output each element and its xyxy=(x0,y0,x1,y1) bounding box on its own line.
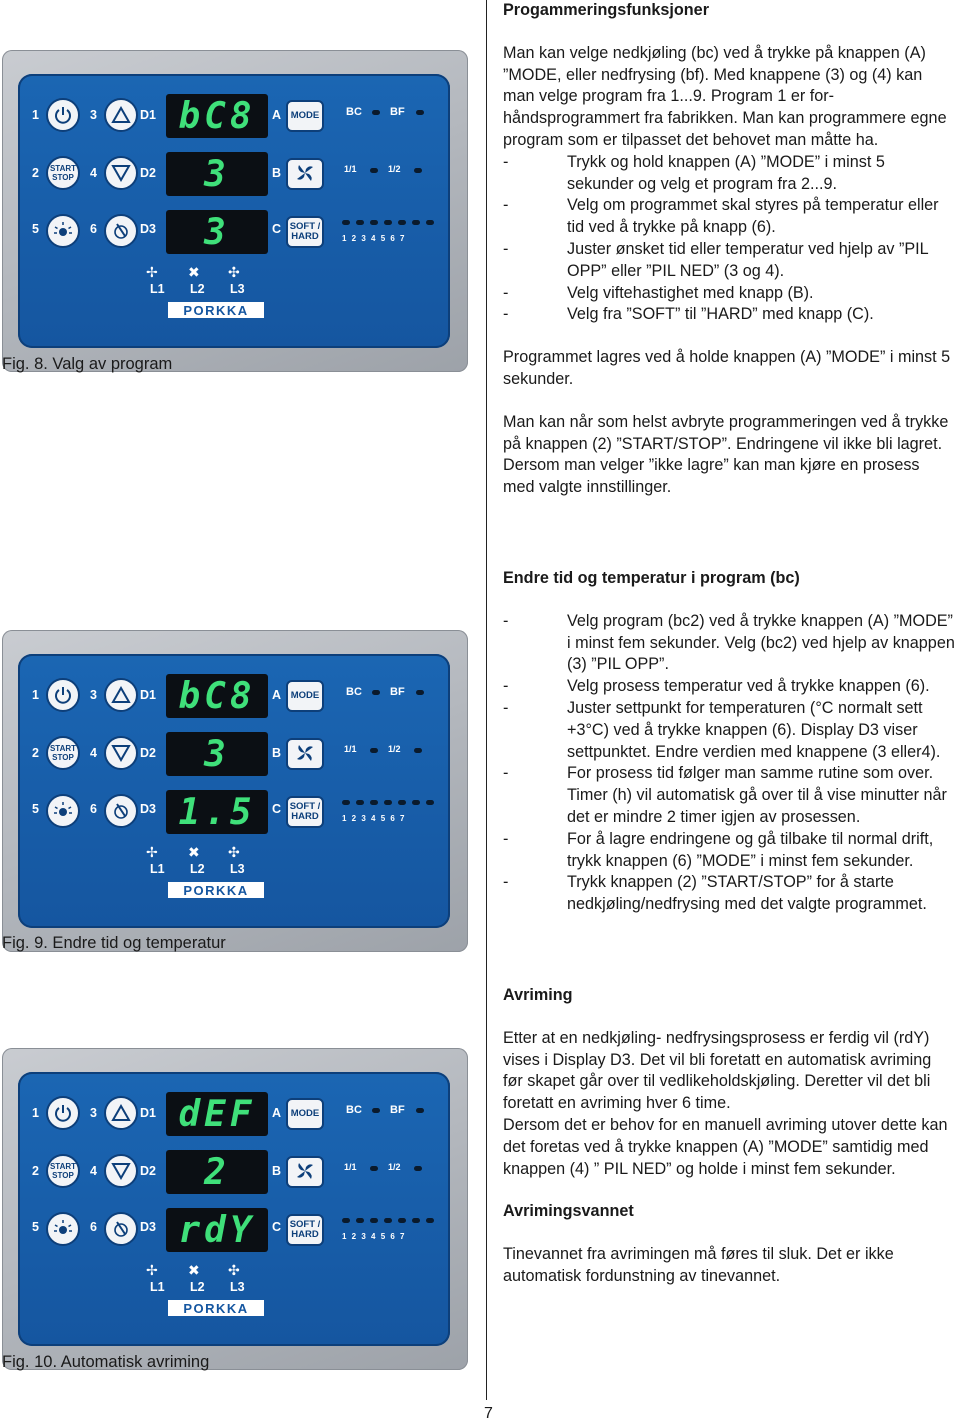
arrow-up-icon xyxy=(111,106,131,124)
fan-icon xyxy=(295,1161,315,1184)
mode-indicators: BC BF xyxy=(336,684,438,708)
control-panel-face: 1 3 2 4 5 6 START STOP D1 D2 D3 bC8 3 3 A B C MODE SOFT / HARD BC BF 1/1 1/2 1 2 3 4 5 6 7 ✢ ✖ ✣ L1 L2 L3 PORKKA xyxy=(18,74,450,348)
fan-status-row xyxy=(146,846,246,862)
soft-hard-button[interactable]: SOFT / HARD xyxy=(286,796,324,828)
arrow-up-icon xyxy=(111,686,131,704)
display-d2: 3 xyxy=(166,152,268,196)
arrow-up-button[interactable] xyxy=(104,98,138,132)
section-programming xyxy=(503,0,955,499)
program-leds xyxy=(336,216,438,228)
light-button[interactable] xyxy=(46,1212,80,1246)
list-item: - Juster ønsket tid eller temperatur ved hjelp av ”PIL OPP” eller ”PIL NED” (3 og 4). xyxy=(503,239,929,280)
light-icon xyxy=(53,801,73,821)
list-item: - Velg prosess temperatur ved å trykke knappen (6). xyxy=(503,677,930,696)
arrow-up-button[interactable] xyxy=(104,1096,138,1130)
light-icon xyxy=(53,1219,73,1239)
display-d2: 2 xyxy=(166,1150,268,1194)
fan-indicators: 1/1 1/2 xyxy=(336,1160,438,1184)
paragraph: Programmet lagres ved å holde knappen (A) ”MODE” i minst 5 sekunder. xyxy=(503,348,951,388)
list-item: - Velg fra ”SOFT” til ”HARD” med knapp (C). xyxy=(503,305,874,324)
control-panel xyxy=(2,50,468,372)
mode-button[interactable]: MODE xyxy=(286,100,324,132)
brand-logo: PORKKA xyxy=(168,882,264,898)
control-panel xyxy=(2,630,468,952)
fan-indicators: 1/1 1/2 xyxy=(336,162,438,186)
program-numbers: 1 2 3 4 5 6 7 xyxy=(342,1232,405,1241)
list-item: - Velg om programmet skal styres på temperatur eller tid ved å trykke på knapp (6). xyxy=(503,196,939,237)
snowflake-icon: ✣ xyxy=(228,1262,240,1278)
control-panel-face: 1 3 2 4 5 6 START STOP D1 D2 D3 dEF 2 rdY A B C MODE SOFT / HARD BC BF 1/1 1/2 1 2 3 4 5 6 7 ✢ ✖ ✣ L1 L2 L3 PORKKA xyxy=(18,1072,450,1346)
display-d1: bC8 xyxy=(166,94,268,138)
display-d3: 1.5 xyxy=(166,790,268,834)
fan-icon: ✖ xyxy=(188,264,200,280)
paragraph: Tinevannet fra avrimingen må føres til sluk. Det er ikke automatisk fordunstning av tinevannet. xyxy=(503,1245,894,1285)
arrow-up-icon xyxy=(111,1104,131,1122)
display-d3: rdY xyxy=(166,1208,268,1252)
program-numbers: 1 2 3 4 5 6 7 xyxy=(342,234,405,243)
start-stop-button[interactable]: START STOP xyxy=(46,156,80,190)
probe-icon xyxy=(111,801,131,821)
section-heading: Progammeringsfunksjoner xyxy=(503,1,709,19)
fan-indicators: 1/1 1/2 xyxy=(336,742,438,766)
display-d1: dEF xyxy=(166,1092,268,1136)
figure-caption-8: Fig. 8. Valg av program xyxy=(2,355,173,373)
power-button[interactable] xyxy=(46,98,80,132)
control-panel-face: 1 3 2 4 5 6 START STOP D1 D2 D3 bC8 3 1.5 A B C MODE SOFT / HARD BC BF 1/1 1/2 1 2 3 4 5 6 7 ✢ ✖ ✣ L1 L2 L3 PORKKA xyxy=(18,654,450,928)
list-item: - Trykk og hold knappen (A) ”MODE” i minst 5 sekunder og velg et program fra 2...9. xyxy=(503,152,885,193)
fan-speed-button[interactable] xyxy=(286,1156,324,1188)
section-heading: Avriming xyxy=(503,986,573,1004)
list-item: - Juster settpunkt for temperaturen (°C normalt sett +3°C) ved å trykke knappen (6). Display D3 viser settpunktet. Endre verdien med knappene (3 eller4). xyxy=(503,698,941,761)
arrow-down-icon xyxy=(111,164,131,182)
probe-button[interactable] xyxy=(104,214,138,248)
mode-indicators: BC BF xyxy=(336,1102,438,1126)
paragraph: Man kan velge nedkjøling (bc) ved å trykke på knappen (A) ”MODE, eller nedfrysing (bf). Med knappene (3) og (4) kan man velge program fra 1...9. Program 1 er for-håndsprogrammert fra fabrikken. Man kan programmere egne program som er tilpasset det behovet man måtte ha. xyxy=(503,43,947,149)
control-panel xyxy=(2,1048,468,1370)
soft-hard-button[interactable]: SOFT / HARD xyxy=(286,1214,324,1246)
column-divider xyxy=(486,0,487,1400)
snowflake-icon: ✣ xyxy=(228,264,240,280)
power-icon xyxy=(54,686,72,704)
mode-button[interactable]: MODE xyxy=(286,680,324,712)
light-icon xyxy=(53,221,73,241)
power-icon xyxy=(54,106,72,124)
snowflake-icon: ✢ xyxy=(146,844,158,860)
brand-logo: PORKKA xyxy=(168,1300,264,1316)
power-button[interactable] xyxy=(46,678,80,712)
probe-button[interactable] xyxy=(104,1212,138,1246)
power-button[interactable] xyxy=(46,1096,80,1130)
brand-logo: PORKKA xyxy=(168,302,264,318)
figure-caption-9: Fig. 9. Endre tid og temperatur xyxy=(2,934,226,952)
display-d2: 3 xyxy=(166,732,268,776)
arrow-down-icon xyxy=(111,1162,131,1180)
mode-button[interactable]: MODE xyxy=(286,1098,324,1130)
light-button[interactable] xyxy=(46,794,80,828)
list-item: - For å lagre endringene og gå tilbake til normal drift, trykk knappen (6) ”MODE” i minst fem sekunder. xyxy=(503,829,934,870)
soft-hard-button[interactable]: SOFT / HARD xyxy=(286,216,324,248)
list-item: - Trykk knappen (2) ”START/STOP” for å starte nedkjøling/nedfrysing med det valgte programmet. xyxy=(503,873,927,914)
program-leds xyxy=(336,1214,438,1226)
arrow-down-button[interactable] xyxy=(104,736,138,770)
start-stop-button[interactable]: START STOP xyxy=(46,736,80,770)
program-numbers: 1 2 3 4 5 6 7 xyxy=(342,814,405,823)
arrow-down-icon xyxy=(111,744,131,762)
section-heading: Avrimingsvannet xyxy=(503,1202,634,1221)
list-item: - For prosess tid følger man samme rutine som over. Timer (h) vil automatisk gå over til å vise minutter når det er mindre 2 timer igjen av prosessen. xyxy=(503,764,947,826)
section-edit-time-temp xyxy=(503,568,955,916)
fan-status-row xyxy=(146,266,246,282)
arrow-up-button[interactable] xyxy=(104,678,138,712)
fan-speed-button[interactable] xyxy=(286,738,324,770)
fan-icon xyxy=(295,163,315,186)
list-item: - Velg program (bc2) ved å trykke knappen (A) ”MODE” i minst fem sekunder. Velg (bc2) ved hjelp av knappen (3) ”PIL OPP”. xyxy=(503,611,955,674)
figure-caption-10: Fig. 10. Automatisk avriming xyxy=(2,1353,210,1371)
display-d1: bC8 xyxy=(166,674,268,718)
fan-icon xyxy=(295,743,315,766)
paragraph: Etter at en nedkjøling- nedfrysingsprosess er ferdig vil (rdY) vises i Display D3. Det vil bli foretatt en automatisk avriming før skapet går over til vedlikeholdskjøling. Deretter vil det bli foretatt en avriming hver 6 time. xyxy=(503,1028,932,1113)
paragraph: Man kan når som helst avbryte programmeringen ved å trykke på knappen (2) ”START/STOP”. Endringene vil ikke bli lagret. Dersom man velger ”ikke lagre” kan man kjøre en prosess med valgte innstillinger. xyxy=(503,412,949,497)
power-icon xyxy=(54,1104,72,1122)
fan-icon: ✖ xyxy=(188,1262,200,1278)
arrow-down-button[interactable] xyxy=(104,156,138,190)
paragraph: Dersom det er behov for en manuell avriming utover dette kan det foretas ved å trykke knappen (A) ”MODE” samtidig med knappen (4) ” PIL NED” og holde i minst fem sekunder. xyxy=(503,1115,948,1178)
fan-icon: ✖ xyxy=(188,844,200,860)
arrow-down-button[interactable] xyxy=(104,1154,138,1188)
mode-indicators: BC BF xyxy=(336,104,438,128)
display-d3: 3 xyxy=(166,210,268,254)
page-number: 7 xyxy=(484,1405,493,1422)
snowflake-icon: ✢ xyxy=(146,264,158,280)
snowflake-icon: ✣ xyxy=(228,844,240,860)
probe-icon xyxy=(111,1219,131,1239)
program-leds xyxy=(336,796,438,808)
probe-icon xyxy=(111,221,131,241)
list-item: - Velg viftehastighet med knapp (B). xyxy=(503,283,814,302)
light-button[interactable] xyxy=(46,214,80,248)
fan-status-row xyxy=(146,1264,246,1280)
section-defrost xyxy=(503,985,955,1288)
start-stop-button[interactable]: START STOP xyxy=(46,1154,80,1188)
fan-speed-button[interactable] xyxy=(286,158,324,190)
snowflake-icon: ✢ xyxy=(146,1262,158,1278)
probe-button[interactable] xyxy=(104,794,138,828)
section-heading: Endre tid og temperatur i program (bc) xyxy=(503,569,800,587)
